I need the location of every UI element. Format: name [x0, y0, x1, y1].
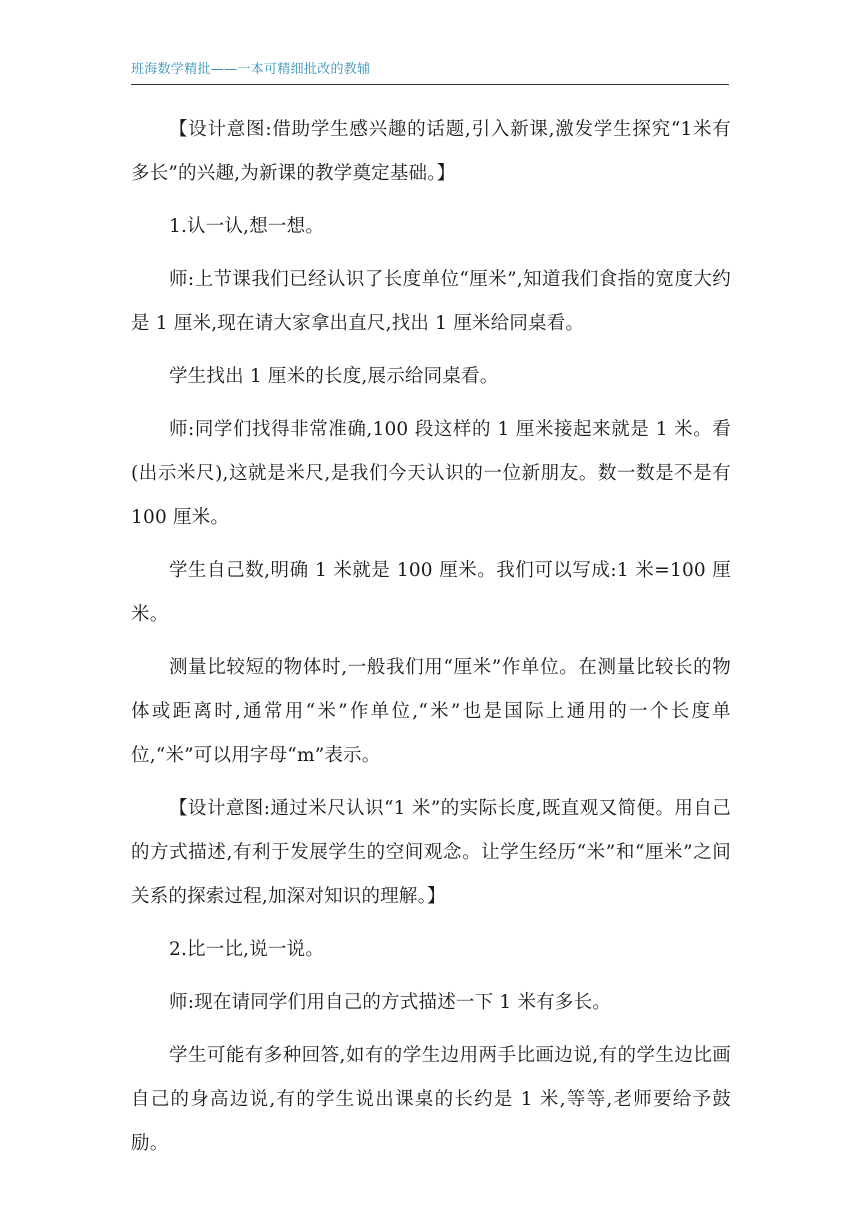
- body-paragraph: 师:同学们找得非常准确,100 段这样的 1 厘米接起来就是 1 米。看(出示米尺),这就是米尺,是我们今天认识的一位新朋友。数一数是不是有 100 厘米。: [131, 419, 731, 528]
- body-paragraph: 学生可能有多种回答,如有的学生边用两手比画边说,有的学生边比画自己的身高边说,有的学生说出课桌的长约是 1 米,等等,老师要给予鼓励。: [131, 1045, 731, 1154]
- design-intent-paragraph: 【设计意图:通过米尺认识“1 米”的实际长度,既直观又简便。用自己的方式描述,有利于发展学生的空间观念。让学生经历“米”和“厘米”之间关系的探索过程,加深对知识的理解。】: [131, 798, 731, 907]
- document-body: [131, 108, 731, 1175]
- section-heading: 1.认一认,想一想。: [169, 216, 325, 237]
- page-header: [131, 60, 729, 85]
- body-paragraph: 师:上节课我们已经认识了长度单位“厘米”,知道我们食指的宽度大约是 1 厘米,现在请大家拿出直尺,找出 1 厘米给同桌看。: [131, 269, 731, 334]
- section-heading: 2.比一比,说一说。: [169, 939, 325, 960]
- body-paragraph: 师:现在请同学们用自己的方式描述一下 1 米有多长。: [169, 992, 611, 1013]
- body-paragraph: 学生自己数,明确 1 米就是 100 厘米。我们可以写成:1 米=100 厘米。: [131, 560, 731, 625]
- header-title: 班海数学精批——一本可精细批改的教辅: [131, 62, 371, 77]
- body-paragraph: 测量比较短的物体时,一般我们用“厘米”作单位。在测量比较长的物体或距离时,通常用“米”作单位,“米”也是国际上通用的一个长度单位,“米”可以用字母“m”表示。: [131, 657, 731, 766]
- body-paragraph: 学生找出 1 厘米的长度,展示给同桌看。: [169, 366, 499, 387]
- design-intent-paragraph: 【设计意图:借助学生感兴趣的话题,引入新课,激发学生探究“1米有多长”的兴趣,为新课的教学奠定基础。】: [131, 119, 731, 184]
